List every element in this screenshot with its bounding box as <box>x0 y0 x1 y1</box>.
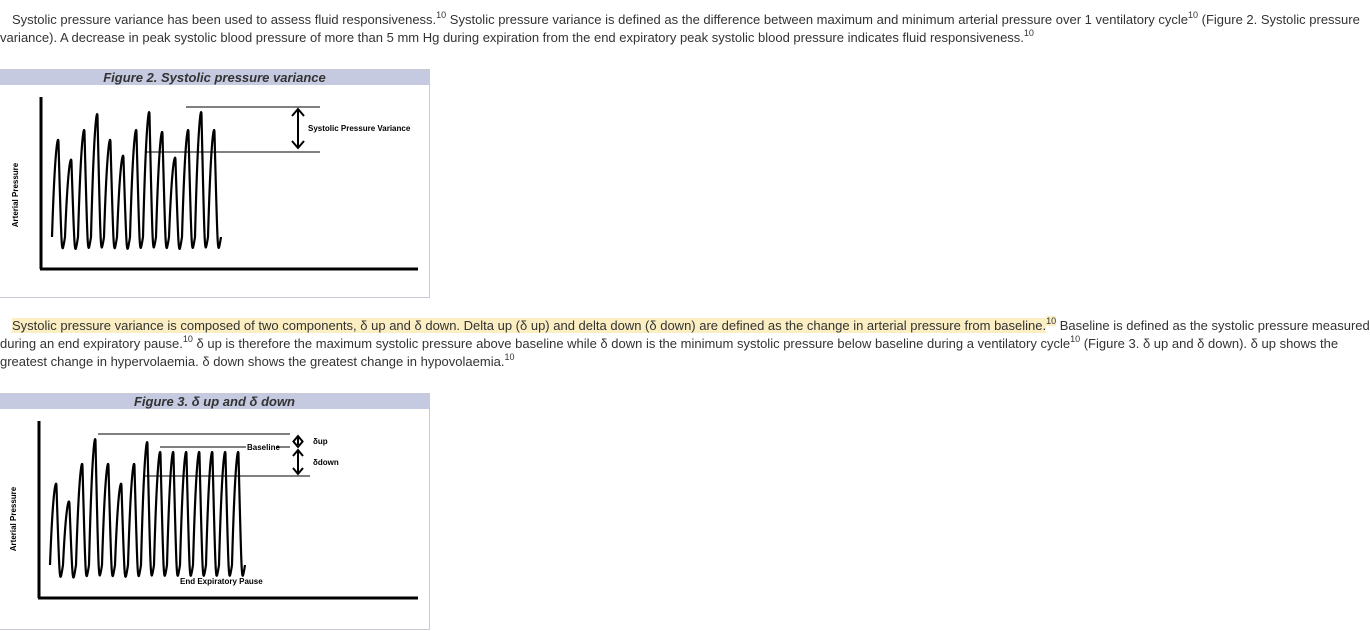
text: Baseline is defined as the systolic pressure measured <box>1056 318 1370 333</box>
arterial-pressure-waveform <box>50 439 245 577</box>
reference-link[interactable]: 10 <box>1046 315 1057 326</box>
text: Systolic pressure variance is defined as the difference between maximum and minimum arterial pressure over 1 ventilatory cycle <box>446 12 1188 27</box>
reference-link[interactable]: 10 <box>504 351 515 362</box>
figure-3-waveform-chart <box>0 409 429 629</box>
variance-annotation: Systolic Pressure Variance <box>308 124 411 133</box>
delta-up-label: δup <box>313 437 328 446</box>
figure-3 <box>0 393 430 630</box>
text: Systolic pressure variance has been used to assess fluid responsiveness. <box>12 12 437 27</box>
figure-2 <box>0 69 430 298</box>
reference-link[interactable]: 10 <box>182 333 193 344</box>
highlighted-text: Systolic pressure variance is composed of two components, δ up and δ down. Delta up (δ up) and delta down (δ down) are defined as the change in arterial pressure from baseline. <box>12 318 1047 333</box>
text: greatest change in hypervolaemia. δ down shows the greatest change in hypovolaemia. <box>0 354 505 369</box>
arterial-pressure-waveform <box>52 112 221 249</box>
reference-link[interactable]: 10 <box>1188 9 1199 20</box>
figure-caption: Figure 2. Systolic pressure variance <box>0 70 429 85</box>
text: (Figure 2. Systolic pressure <box>1198 12 1360 27</box>
text: (Figure 3. δ up and δ down). δ up shows the <box>1080 336 1339 351</box>
reference-link[interactable]: 10 <box>1070 333 1081 344</box>
text: δ up is therefore the maximum systolic pressure above baseline while δ down is the minimum systolic pressure below baseline during a ventilatory cycle <box>192 336 1071 351</box>
delta-down-label: δdown <box>313 458 339 467</box>
paragraph-systolic-pressure-variance <box>0 9 1360 47</box>
y-axis-label: Arterial Pressure <box>9 486 18 552</box>
text: variance). A decrease in peak systolic blood pressure of more than 5 mm Hg during expiration from the end expiratory peak systolic blood pressure indicates fluid responsiveness. <box>0 30 1024 45</box>
reference-link[interactable]: 10 <box>1023 27 1034 38</box>
y-axis-label: Arterial Pressure <box>11 162 20 228</box>
figure-2-waveform-chart <box>0 85 429 297</box>
paragraph-delta-up-down <box>0 315 1370 371</box>
text: during an end expiratory pause. <box>0 336 183 351</box>
end-expiratory-pause-label: End Expiratory Pause <box>180 577 263 586</box>
reference-link[interactable]: 10 <box>436 9 447 20</box>
figure-caption: Figure 3. δ up and δ down <box>0 394 429 409</box>
baseline-label: Baseline <box>247 443 280 452</box>
